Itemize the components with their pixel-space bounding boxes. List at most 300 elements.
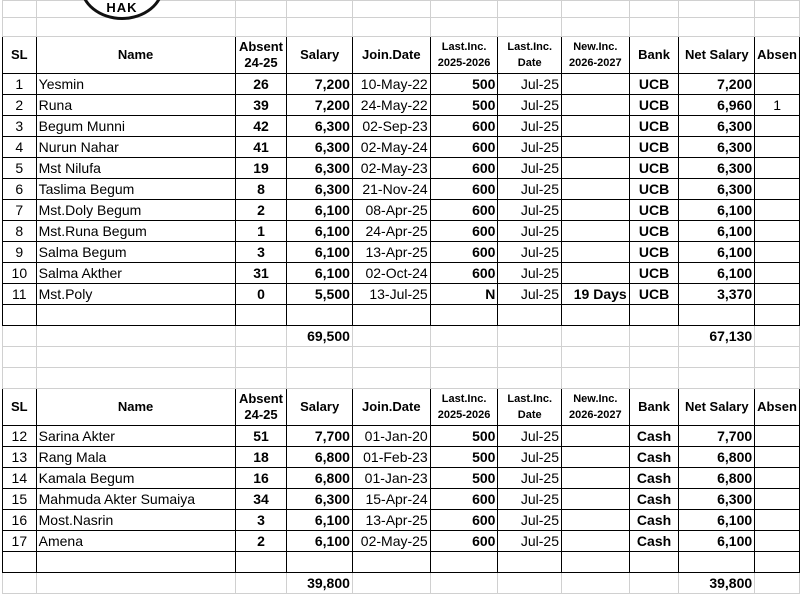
empty-cell[interactable]: [235, 18, 287, 37]
empty-cell[interactable]: [235, 326, 287, 347]
absent-cut-cell[interactable]: [755, 284, 800, 305]
empty-cell[interactable]: [235, 552, 287, 573]
last-inc-cell[interactable]: 600: [430, 510, 498, 531]
name-cell[interactable]: Begum Munni: [36, 116, 235, 137]
salary-cell[interactable]: 6,100: [287, 531, 352, 552]
empty-cell[interactable]: [352, 305, 430, 326]
join-date-cell[interactable]: 24-Apr-25: [352, 221, 430, 242]
empty-cell[interactable]: [629, 305, 679, 326]
header-bank: Bank: [629, 389, 679, 426]
empty-cell[interactable]: [235, 305, 287, 326]
join-date-cell[interactable]: 24-May-22: [352, 95, 430, 116]
net-salary-cell[interactable]: 6,800: [679, 468, 755, 489]
empty-cell[interactable]: [36, 326, 235, 347]
last-inc-date-cell[interactable]: Jul-25: [498, 284, 562, 305]
new-inc-cell[interactable]: [562, 426, 630, 447]
empty-cell[interactable]: [430, 573, 498, 594]
join-date-cell[interactable]: 01-Jan-20: [352, 426, 430, 447]
header-new-inc-line2: 2026-2027: [569, 57, 622, 69]
last-inc-cell[interactable]: 600: [430, 221, 498, 242]
empty-cell[interactable]: [430, 368, 498, 389]
empty-cell[interactable]: [235, 347, 287, 368]
absent-cell[interactable]: 42: [235, 116, 287, 137]
join-date-cell[interactable]: 02-May-23: [352, 158, 430, 179]
salary-cell[interactable]: 6,300: [287, 137, 352, 158]
empty-cell[interactable]: [430, 305, 498, 326]
absent-cut-cell[interactable]: [755, 242, 800, 263]
empty-cell[interactable]: [352, 573, 430, 594]
empty-cell[interactable]: [235, 368, 287, 389]
empty-cell[interactable]: [629, 1, 679, 18]
absent-cell[interactable]: 31: [235, 263, 287, 284]
last-inc-date-cell[interactable]: Jul-25: [498, 531, 562, 552]
bank-cell[interactable]: UCB: [629, 95, 679, 116]
join-date-cell[interactable]: 01-Jan-23: [352, 468, 430, 489]
sl-cell[interactable]: 6: [3, 179, 37, 200]
absent-cell[interactable]: 3: [235, 510, 287, 531]
header-bank: Bank: [629, 37, 679, 74]
empty-cell[interactable]: [679, 1, 755, 18]
new-inc-cell[interactable]: [562, 74, 630, 95]
join-date-cell[interactable]: 02-May-25: [352, 531, 430, 552]
absent-cut-cell[interactable]: [755, 468, 800, 489]
last-inc-date-cell[interactable]: Jul-25: [498, 468, 562, 489]
join-date-cell[interactable]: 01-Feb-23: [352, 447, 430, 468]
name-cell[interactable]: Mst Nilufa: [36, 158, 235, 179]
header-absent: [235, 389, 287, 426]
sl-cell[interactable]: 2: [3, 95, 37, 116]
empty-cell[interactable]: [498, 326, 562, 347]
new-inc-cell[interactable]: [562, 158, 630, 179]
last-inc-date-cell[interactable]: Jul-25: [498, 221, 562, 242]
name-cell[interactable]: Kamala Begum: [36, 468, 235, 489]
net-salary-cell[interactable]: 6,800: [679, 447, 755, 468]
table-row: [3, 489, 800, 510]
absent-cut-cell[interactable]: [755, 221, 800, 242]
salary-cell[interactable]: 6,300: [287, 179, 352, 200]
last-inc-cell[interactable]: 600: [430, 263, 498, 284]
absent-cell[interactable]: 51: [235, 426, 287, 447]
absent-cut-cell[interactable]: [755, 510, 800, 531]
join-date-cell[interactable]: 13-Jul-25: [352, 284, 430, 305]
name-cell[interactable]: Salma Akther: [36, 263, 235, 284]
last-inc-cell[interactable]: N: [430, 284, 498, 305]
name-cell[interactable]: Mst.Runa Begum: [36, 221, 235, 242]
empty-cell[interactable]: [287, 368, 352, 389]
empty-cell[interactable]: [562, 573, 630, 594]
last-inc-date-cell[interactable]: Jul-25: [498, 95, 562, 116]
last-inc-date-cell[interactable]: Jul-25: [498, 158, 562, 179]
sl-cell[interactable]: 8: [3, 221, 37, 242]
absent-cell[interactable]: 2: [235, 531, 287, 552]
empty-table-row: [3, 552, 800, 573]
header-new-inc: [562, 389, 630, 426]
absent-cell[interactable]: 8: [235, 179, 287, 200]
absent-cut-cell[interactable]: [755, 426, 800, 447]
table-row: [3, 468, 800, 489]
bank-cell[interactable]: UCB: [629, 263, 679, 284]
bank-cell[interactable]: UCB: [629, 179, 679, 200]
last-inc-cell[interactable]: 500: [430, 95, 498, 116]
net-salary-cell[interactable]: 6,300: [679, 116, 755, 137]
empty-cell[interactable]: [3, 326, 37, 347]
empty-cell[interactable]: [562, 1, 630, 18]
last-inc-date-cell[interactable]: Jul-25: [498, 116, 562, 137]
empty-cell[interactable]: [679, 368, 755, 389]
name-cell[interactable]: Runa: [36, 95, 235, 116]
name-cell[interactable]: Rang Mala: [36, 447, 235, 468]
net-salary-cell[interactable]: 6,300: [679, 489, 755, 510]
total-net-salary-cell[interactable]: 39,800: [679, 573, 755, 594]
empty-cell[interactable]: [498, 18, 562, 37]
empty-cell[interactable]: [287, 1, 352, 18]
join-date-cell[interactable]: 21-Nov-24: [352, 179, 430, 200]
net-salary-cell[interactable]: 6,100: [679, 510, 755, 531]
empty-cell[interactable]: [352, 368, 430, 389]
net-salary-cell[interactable]: 7,200: [679, 74, 755, 95]
salary-cell[interactable]: 6,800: [287, 468, 352, 489]
sl-cell[interactable]: 10: [3, 263, 37, 284]
empty-cell[interactable]: [679, 305, 755, 326]
join-date-cell[interactable]: 02-Oct-24: [352, 263, 430, 284]
salary-cell[interactable]: 6,100: [287, 221, 352, 242]
sl-cell[interactable]: 17: [3, 531, 37, 552]
absent-cell[interactable]: 3: [235, 242, 287, 263]
sl-cell[interactable]: 5: [3, 158, 37, 179]
bank-cell[interactable]: Cash: [629, 447, 679, 468]
net-salary-cell[interactable]: 6,100: [679, 242, 755, 263]
empty-cell[interactable]: [755, 1, 800, 18]
empty-cell[interactable]: [352, 1, 430, 18]
absent-cut-cell[interactable]: [755, 263, 800, 284]
empty-cell[interactable]: [36, 305, 235, 326]
last-inc-cell[interactable]: 600: [430, 116, 498, 137]
last-inc-cell[interactable]: 600: [430, 489, 498, 510]
empty-cell[interactable]: [562, 18, 630, 37]
empty-cell[interactable]: [430, 326, 498, 347]
absent-cut-cell[interactable]: [755, 489, 800, 510]
empty-cell[interactable]: [679, 552, 755, 573]
bank-cell[interactable]: UCB: [629, 200, 679, 221]
last-inc-date-cell[interactable]: Jul-25: [498, 447, 562, 468]
blank-row: [3, 368, 800, 389]
empty-cell[interactable]: [3, 573, 37, 594]
absent-cell[interactable]: 0: [235, 284, 287, 305]
header-last-inc-line2: 2025-2026: [437, 409, 491, 421]
sl-cell[interactable]: 15: [3, 489, 37, 510]
join-date-cell[interactable]: 15-Apr-24: [352, 489, 430, 510]
empty-cell[interactable]: [235, 573, 287, 594]
bank-cell[interactable]: UCB: [629, 137, 679, 158]
header-new-inc: [562, 37, 630, 74]
bank-cell[interactable]: Cash: [629, 531, 679, 552]
empty-cell[interactable]: [36, 573, 235, 594]
last-inc-date-cell[interactable]: Jul-25: [498, 200, 562, 221]
empty-cell[interactable]: [755, 368, 800, 389]
absent-cell[interactable]: 1: [235, 221, 287, 242]
empty-cell[interactable]: [629, 552, 679, 573]
sl-cell[interactable]: 13: [3, 447, 37, 468]
bank-cell[interactable]: UCB: [629, 74, 679, 95]
sl-cell[interactable]: 9: [3, 242, 37, 263]
table-row: [3, 179, 800, 200]
last-inc-cell[interactable]: 500: [430, 74, 498, 95]
last-inc-date-cell[interactable]: Jul-25: [498, 263, 562, 284]
name-cell[interactable]: Mst.Doly Begum: [36, 200, 235, 221]
absent-cut-cell[interactable]: [755, 531, 800, 552]
last-inc-cell[interactable]: 600: [430, 242, 498, 263]
header-absent-line1: Absent: [238, 39, 284, 54]
new-inc-cell[interactable]: [562, 95, 630, 116]
empty-cell[interactable]: [755, 305, 800, 326]
salary-cell[interactable]: 6,100: [287, 200, 352, 221]
bank-cell[interactable]: UCB: [629, 242, 679, 263]
bank-cell[interactable]: Cash: [629, 489, 679, 510]
new-inc-cell[interactable]: [562, 179, 630, 200]
empty-cell[interactable]: [352, 18, 430, 37]
sl-cell[interactable]: 11: [3, 284, 37, 305]
net-salary-cell[interactable]: 6,100: [679, 221, 755, 242]
empty-cell[interactable]: [679, 347, 755, 368]
net-salary-cell[interactable]: 6,300: [679, 158, 755, 179]
empty-cell[interactable]: [287, 305, 352, 326]
last-inc-cell[interactable]: 600: [430, 200, 498, 221]
net-salary-cell[interactable]: 3,370: [679, 284, 755, 305]
sl-cell[interactable]: 7: [3, 200, 37, 221]
header-last-inc-date-line1: Last.Inc.: [507, 41, 553, 53]
join-date-cell[interactable]: 08-Apr-25: [352, 200, 430, 221]
empty-cell[interactable]: [36, 18, 235, 37]
empty-cell[interactable]: [3, 552, 37, 573]
empty-cell[interactable]: [430, 347, 498, 368]
net-salary-cell[interactable]: 6,300: [679, 179, 755, 200]
absent-cut-cell[interactable]: [755, 179, 800, 200]
last-inc-cell[interactable]: 500: [430, 468, 498, 489]
new-inc-cell[interactable]: [562, 200, 630, 221]
net-salary-cell[interactable]: 6,100: [679, 263, 755, 284]
salary-cell[interactable]: 7,200: [287, 74, 352, 95]
new-inc-cell[interactable]: [562, 510, 630, 531]
empty-cell[interactable]: [3, 368, 37, 389]
empty-cell[interactable]: [3, 1, 37, 18]
salary-cell[interactable]: 5,500: [287, 284, 352, 305]
total-salary-cell[interactable]: 39,800: [287, 573, 352, 594]
table-row: [3, 263, 800, 284]
empty-cell[interactable]: [629, 326, 679, 347]
join-date-cell[interactable]: 13-Apr-25: [352, 510, 430, 531]
last-inc-date-cell[interactable]: Jul-25: [498, 242, 562, 263]
empty-cell[interactable]: [498, 573, 562, 594]
empty-cell[interactable]: [755, 552, 800, 573]
absent-cut-cell[interactable]: 1: [755, 95, 800, 116]
header-join-date: Join.Date: [352, 389, 430, 426]
new-inc-cell[interactable]: [562, 116, 630, 137]
name-cell[interactable]: Sarina Akter: [36, 426, 235, 447]
empty-cell[interactable]: [3, 347, 37, 368]
empty-cell[interactable]: [755, 18, 800, 37]
empty-cell[interactable]: [498, 1, 562, 18]
empty-cell[interactable]: [287, 552, 352, 573]
name-cell[interactable]: Mahmuda Akter Sumaiya: [36, 489, 235, 510]
absent-cell[interactable]: 41: [235, 137, 287, 158]
sl-cell[interactable]: 12: [3, 426, 37, 447]
empty-cell[interactable]: [755, 347, 800, 368]
new-inc-cell[interactable]: [562, 221, 630, 242]
name-cell[interactable]: Nurun Nahar: [36, 137, 235, 158]
absent-cell[interactable]: 19: [235, 158, 287, 179]
bank-cell[interactable]: UCB: [629, 221, 679, 242]
net-salary-cell[interactable]: 6,100: [679, 531, 755, 552]
absent-cut-cell[interactable]: [755, 200, 800, 221]
last-inc-cell[interactable]: 600: [430, 179, 498, 200]
empty-cell[interactable]: [3, 18, 37, 37]
table-row: [3, 284, 800, 305]
salary-cell[interactable]: 6,100: [287, 242, 352, 263]
absent-cut-cell[interactable]: [755, 74, 800, 95]
sl-cell[interactable]: 3: [3, 116, 37, 137]
empty-cell[interactable]: [36, 368, 235, 389]
empty-cell[interactable]: [430, 552, 498, 573]
sl-cell[interactable]: 16: [3, 510, 37, 531]
total-salary-cell[interactable]: 69,500: [287, 326, 352, 347]
absent-cell[interactable]: 34: [235, 489, 287, 510]
last-inc-cell[interactable]: 600: [430, 531, 498, 552]
last-inc-cell[interactable]: 600: [430, 158, 498, 179]
last-inc-date-cell[interactable]: Jul-25: [498, 489, 562, 510]
net-salary-cell[interactable]: 6,960: [679, 95, 755, 116]
empty-cell[interactable]: [36, 552, 235, 573]
salary-cell[interactable]: 7,700: [287, 426, 352, 447]
header-row-1: [3, 37, 800, 74]
empty-cell[interactable]: [235, 1, 287, 18]
empty-cell[interactable]: [352, 326, 430, 347]
bank-cell[interactable]: UCB: [629, 158, 679, 179]
salary-cell[interactable]: 6,800: [287, 447, 352, 468]
salary-cell[interactable]: 6,100: [287, 263, 352, 284]
last-inc-date-cell[interactable]: Jul-25: [498, 179, 562, 200]
empty-cell[interactable]: [679, 18, 755, 37]
absent-cell[interactable]: 18: [235, 447, 287, 468]
empty-cell[interactable]: [430, 1, 498, 18]
bank-cell[interactable]: Cash: [629, 426, 679, 447]
sl-cell[interactable]: 14: [3, 468, 37, 489]
net-salary-cell[interactable]: 7,700: [679, 426, 755, 447]
bank-cell[interactable]: UCB: [629, 116, 679, 137]
bank-cell[interactable]: Cash: [629, 510, 679, 531]
new-inc-cell[interactable]: [562, 531, 630, 552]
empty-cell[interactable]: [430, 18, 498, 37]
last-inc-cell[interactable]: 500: [430, 426, 498, 447]
new-inc-cell[interactable]: [562, 468, 630, 489]
table-row: [3, 116, 800, 137]
absent-cut-cell[interactable]: [755, 137, 800, 158]
empty-cell[interactable]: [562, 347, 630, 368]
empty-cell[interactable]: [3, 305, 37, 326]
absent-cell[interactable]: 2: [235, 200, 287, 221]
absent-cell[interactable]: 26: [235, 74, 287, 95]
absent-cell[interactable]: 39: [235, 95, 287, 116]
sl-cell[interactable]: 4: [3, 137, 37, 158]
header-last-inc-date: [498, 389, 562, 426]
empty-cell[interactable]: [352, 347, 430, 368]
salary-cell[interactable]: 6,300: [287, 116, 352, 137]
header-last-inc-date: [498, 37, 562, 74]
empty-cell[interactable]: [498, 368, 562, 389]
net-salary-cell[interactable]: 6,300: [679, 137, 755, 158]
header-last-inc-date-line1: Last.Inc.: [507, 393, 553, 405]
absent-cut-cell[interactable]: [755, 116, 800, 137]
empty-cell[interactable]: [36, 347, 235, 368]
salary-cell[interactable]: 6,300: [287, 489, 352, 510]
new-inc-cell[interactable]: [562, 263, 630, 284]
net-salary-cell[interactable]: 6,100: [679, 200, 755, 221]
last-inc-date-cell[interactable]: Jul-25: [498, 74, 562, 95]
empty-cell[interactable]: [287, 18, 352, 37]
empty-cell[interactable]: [498, 552, 562, 573]
bank-cell[interactable]: UCB: [629, 284, 679, 305]
empty-cell[interactable]: [562, 326, 630, 347]
table-row: [3, 137, 800, 158]
empty-cell[interactable]: [629, 347, 679, 368]
sl-cell[interactable]: 1: [3, 74, 37, 95]
last-inc-date-cell[interactable]: Jul-25: [498, 510, 562, 531]
name-cell[interactable]: Most.Nasrin: [36, 510, 235, 531]
salary-cell[interactable]: 7,200: [287, 95, 352, 116]
empty-cell[interactable]: [629, 18, 679, 37]
salary-cell[interactable]: 6,300: [287, 158, 352, 179]
join-date-cell[interactable]: 10-May-22: [352, 74, 430, 95]
last-inc-cell[interactable]: 500: [430, 447, 498, 468]
name-cell[interactable]: Yesmin: [36, 74, 235, 95]
empty-cell[interactable]: [352, 552, 430, 573]
salary-cell[interactable]: 6,100: [287, 510, 352, 531]
absent-cut-cell[interactable]: [755, 158, 800, 179]
new-inc-cell[interactable]: [562, 489, 630, 510]
name-cell[interactable]: Taslima Begum: [36, 179, 235, 200]
new-inc-cell[interactable]: [562, 137, 630, 158]
empty-cell[interactable]: [629, 573, 679, 594]
bank-cell[interactable]: Cash: [629, 468, 679, 489]
name-cell[interactable]: Mst.Poly: [36, 284, 235, 305]
last-inc-date-cell[interactable]: Jul-25: [498, 426, 562, 447]
empty-cell[interactable]: [562, 552, 630, 573]
new-inc-cell[interactable]: 19 Days: [562, 284, 630, 305]
new-inc-cell[interactable]: [562, 447, 630, 468]
table-row: [3, 221, 800, 242]
join-date-cell[interactable]: 02-May-24: [352, 137, 430, 158]
name-cell[interactable]: Salma Begum: [36, 242, 235, 263]
header-last-inc: [430, 389, 498, 426]
header-sl: SL: [3, 389, 37, 426]
empty-cell[interactable]: [562, 368, 630, 389]
empty-cell[interactable]: [287, 347, 352, 368]
join-date-cell[interactable]: 02-Sep-23: [352, 116, 430, 137]
last-inc-cell[interactable]: 600: [430, 137, 498, 158]
empty-cell[interactable]: [498, 347, 562, 368]
last-inc-date-cell[interactable]: Jul-25: [498, 137, 562, 158]
empty-cell[interactable]: [562, 305, 630, 326]
absent-cell[interactable]: 16: [235, 468, 287, 489]
absent-cut-cell[interactable]: [755, 447, 800, 468]
total-net-salary-cell[interactable]: 67,130: [679, 326, 755, 347]
join-date-cell[interactable]: 13-Apr-25: [352, 242, 430, 263]
empty-cell[interactable]: [755, 326, 800, 347]
empty-cell[interactable]: [629, 368, 679, 389]
name-cell[interactable]: Amena: [36, 531, 235, 552]
new-inc-cell[interactable]: [562, 242, 630, 263]
empty-cell[interactable]: [755, 573, 800, 594]
empty-cell[interactable]: [498, 305, 562, 326]
